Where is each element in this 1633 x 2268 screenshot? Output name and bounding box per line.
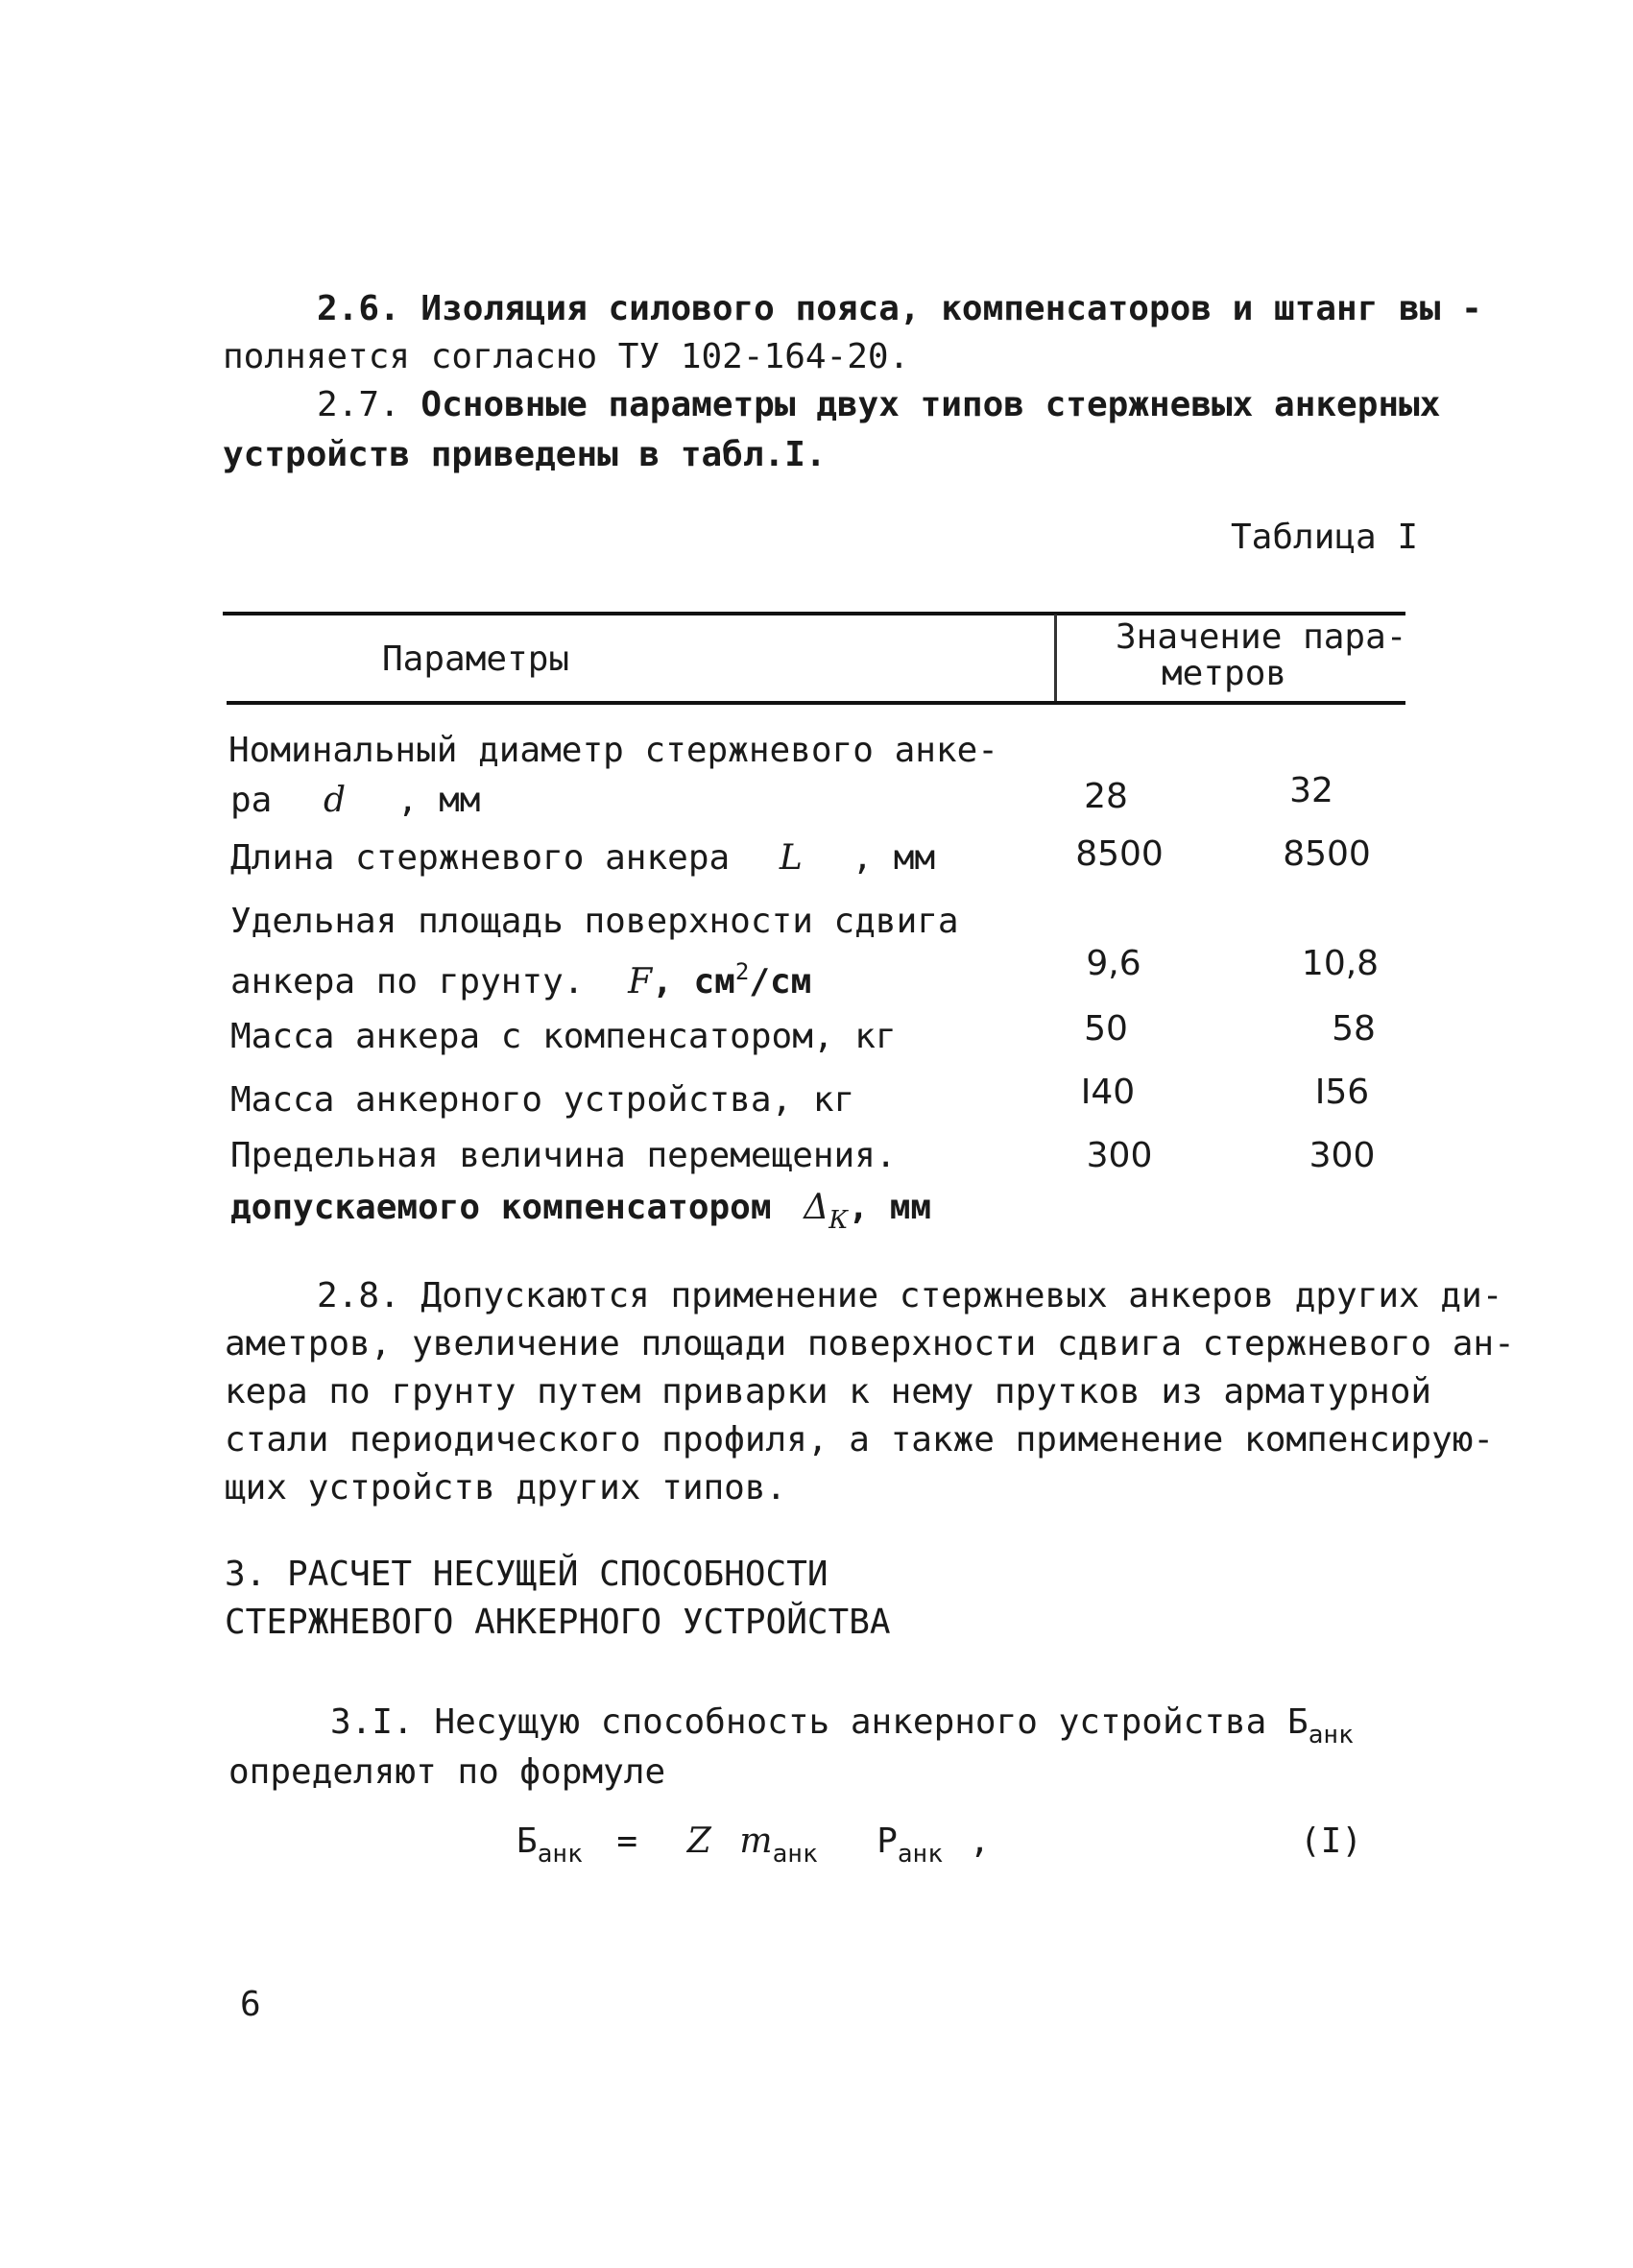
row-3-unit-sup: 2 [734,958,750,985]
p26-text-1: Изоляция силового пояса, компенсаторов и штанг вы - [420,289,1482,328]
p27-line1 [317,384,1440,426]
table-row-2-value-1: 8500 [1075,834,1164,874]
p28-line5: щих устройств других типов. [225,1468,787,1508]
row-1-symbol: d [324,781,347,820]
formula-equals: = [616,1822,638,1861]
section-3-heading-2: СТЕРЖНЕВОГО АНКЕРНОГО УСТРОЙСТВА [225,1603,891,1642]
section-3-heading-1: 3. РАСЧЕТ НЕСУЩЕЙ СПОСОБНОСТИ [225,1555,829,1594]
formula-m-sub: анк [772,1840,818,1869]
p28-line4: стали периодического профиля, а также применение компенсирую- [225,1420,1495,1460]
row-3-symbol: F [628,962,653,1001]
table-row-2-value-2: 8500 [1283,834,1371,874]
table-row-4-value-1: 50 [1084,1009,1128,1049]
row-6-text: допускаемого компенсатором [230,1188,772,1227]
p27-line2: устройств приведены в табл.I. [223,435,827,474]
table-row-3-label-2 [230,951,811,1003]
p26-line1 [317,288,1482,330]
formula-1 [516,1821,990,1875]
page-number: 6 [240,1985,261,2024]
table-row-3-value-2: 10,8 [1301,944,1380,983]
table-row-1-value-2: 32 [1289,771,1333,810]
table-header-divider [1054,615,1057,701]
p27-number: 2.7. [317,385,400,424]
table-row-1-label-2 [230,780,480,822]
row-1-unit: , мм [396,781,481,820]
table-row-5-value-1: I40 [1080,1073,1136,1112]
row-2-symbol: L [779,838,803,878]
table-row-6-value-1: 300 [1086,1136,1153,1175]
table-caption: Таблица I [1231,518,1419,557]
formula-number: (I) [1300,1822,1363,1861]
row-2-unit: , мм [852,838,936,878]
formula-lhs-sub: анк [537,1840,583,1869]
formula-lhs: Б [516,1822,538,1861]
formula-p-sub: анк [897,1840,943,1869]
row-3-unit: , см [652,962,735,1001]
table-row-5-value-2: I56 [1314,1073,1370,1112]
table-row-1-value-1: 28 [1084,777,1128,816]
p26-line2: полняется согласно ТУ 102-164-20. [223,337,910,376]
p26-number: 2.6. [317,289,400,328]
row-6-symbol: Δ [804,1188,829,1227]
p31-text-1: Несущую способность анкерного устройства Б [434,1702,1309,1742]
p31-line2: определяют по формуле [228,1752,666,1792]
table-row-4-label: Масса анкера с компенсатором, кг [230,1017,897,1056]
table-row-1-label-1: Номинальный диаметр стержневого анке- [228,731,998,770]
formula-z: Z [686,1822,711,1861]
table-row-3-label-1: Удельная площадь поверхности сдвига [230,902,959,941]
table-header-bottom-rule [227,701,1405,705]
p28-number: 2.8. [317,1276,400,1315]
table-row-6-label-2 [230,1187,931,1242]
p31-line1 [330,1701,1354,1756]
row-2-text: Длина стержневого анкера [230,838,731,878]
table-row-5-label: Масса анкерного устройства, кг [230,1080,855,1120]
p28-line3: кера по грунту путем приварки к нему прутков из арматурной [225,1372,1432,1411]
row-6-unit: , мм [848,1188,932,1227]
table-row-3-value-1: 9,6 [1086,944,1141,983]
table-header-values-1: Значение пара- [1116,617,1407,657]
formula-p: Р [877,1822,898,1861]
row-3-text: анкера по грунту. [230,962,585,1001]
formula-m: m [739,1822,773,1861]
table-top-rule [223,612,1405,615]
formula-comma: , [969,1822,991,1861]
row-3-unit-tail: /см [749,962,812,1001]
table-row-6-value-2: 300 [1309,1136,1376,1175]
table-row-2-label [230,837,935,880]
p28-line2: аметров, увеличение площади поверхности сдвига стержневого ан- [225,1324,1515,1363]
p28-text-1: Допускаются применение стержневых анкеров других ди- [420,1276,1503,1315]
p31-text-1-sub: анк [1308,1721,1354,1749]
table-row-4-value-2: 58 [1332,1009,1376,1049]
row-6-symbol-sub: К [829,1206,849,1235]
table-row-6-label-1: Предельная величина перемещения. [230,1136,897,1175]
p28-line1 [317,1275,1502,1317]
table-header-params: Параметры [382,639,570,679]
table-header-values-2: метров [1162,654,1287,693]
p27-text-1: Основные параметры двух типов стержневых анкерных [420,385,1441,424]
row-1-text: ра [230,781,273,820]
p31-number: 3.I. [330,1702,414,1742]
